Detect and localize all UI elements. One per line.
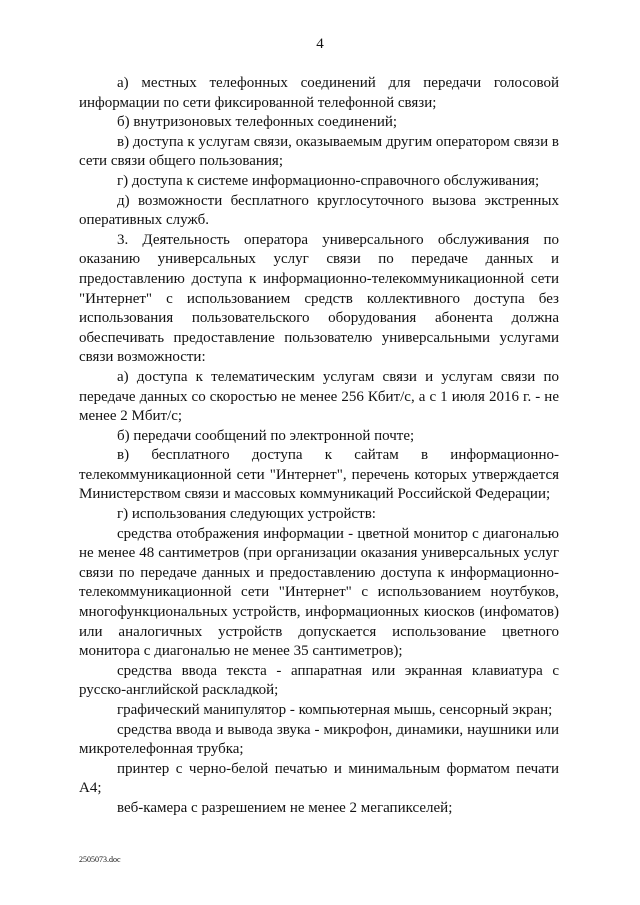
paragraph-item-g-info-service: г) доступа к системе информационно-справочного обслуживания; <box>117 172 540 189</box>
paragraph-item-a-telematic-services: а) доступа к телематическим услугам связи и услугам связи по передаче данных со скоростью не менее 256 Кбит/с, а с 1 июля 2016 г. - не менее 2 Мбит/с; <box>79 368 559 425</box>
paragraph-item-v-free-sites: в) бесплатного доступа к сайтам в информационно-телекоммуникационной сети "Интернет", перечень которых утверждается Министерством связи и массовых коммуникаций Российской Федерации; <box>79 447 559 503</box>
paragraph-device-monitor: средства отображения информации - цветной монитор с диагональю не менее 48 сантиметров (при организации оказания универсальных услуг связи по передаче данных и предоставлению доступа к информационно-телекоммуникационной сети "Интернет" с использованием ноутбуков, многофункциональных устройств, информационных киосков (инфоматов) или аналогичных устройств допускается использование цветного монитора с диагональю не менее 35 сантиметров); <box>79 525 559 660</box>
paragraph-item-b-intrazone-calls: б) внутризоновых телефонных соединений; <box>117 114 398 131</box>
paragraph-device-pointer: графический манипулятор - компьютерная мышь, сенсорный экран; <box>117 702 553 718</box>
paragraph-device-printer: принтер с черно-белой печатью и минимальным форматом печати А4; <box>79 760 559 797</box>
footer-filename: 2505073.doc <box>79 855 121 864</box>
paragraph-device-audio: средства ввода и вывода звука - микрофон, динамики, наушники или микротелефонная трубка; <box>79 721 559 758</box>
paragraph-item-v-other-operator-access: в) доступа к услугам связи, оказываемым другим оператором связи в сети связи общего пользования; <box>79 133 559 170</box>
paragraph-device-webcam: веб-камера с разрешением не менее 2 мегапикселей; <box>117 799 453 816</box>
paragraph-section-3: 3. Деятельность оператора универсального обслуживания по оказанию универсальных услуг связи по передаче данных и предоставлению доступа к информационно-телекоммуникационной сети "Интернет" с использованием средств коллективного доступа без использования пользовательского оборудования абонента должна обеспечивать предоставление пользователю универсальными услугами связи возможности: <box>79 231 559 366</box>
paragraph-item-g-devices: г) использования следующих устройств: <box>117 506 376 523</box>
paragraph-item-d-emergency-calls: д) возможности бесплатного круглосуточного вызова экстренных оперативных служб. <box>79 192 559 229</box>
paragraph-item-a-local-calls: а) местных телефонных соединений для передачи голосовой информации по сети фиксированной телефонной связи; <box>79 75 559 111</box>
paragraph-item-b-email: б) передачи сообщений по электронной почте; <box>117 427 415 444</box>
paragraph-device-keyboard: средства ввода текста - аппаратная или экранная клавиатура с русско-английской раскладкой; <box>79 662 559 699</box>
document-body <box>79 74 559 819</box>
page-number: 4 <box>316 36 324 52</box>
